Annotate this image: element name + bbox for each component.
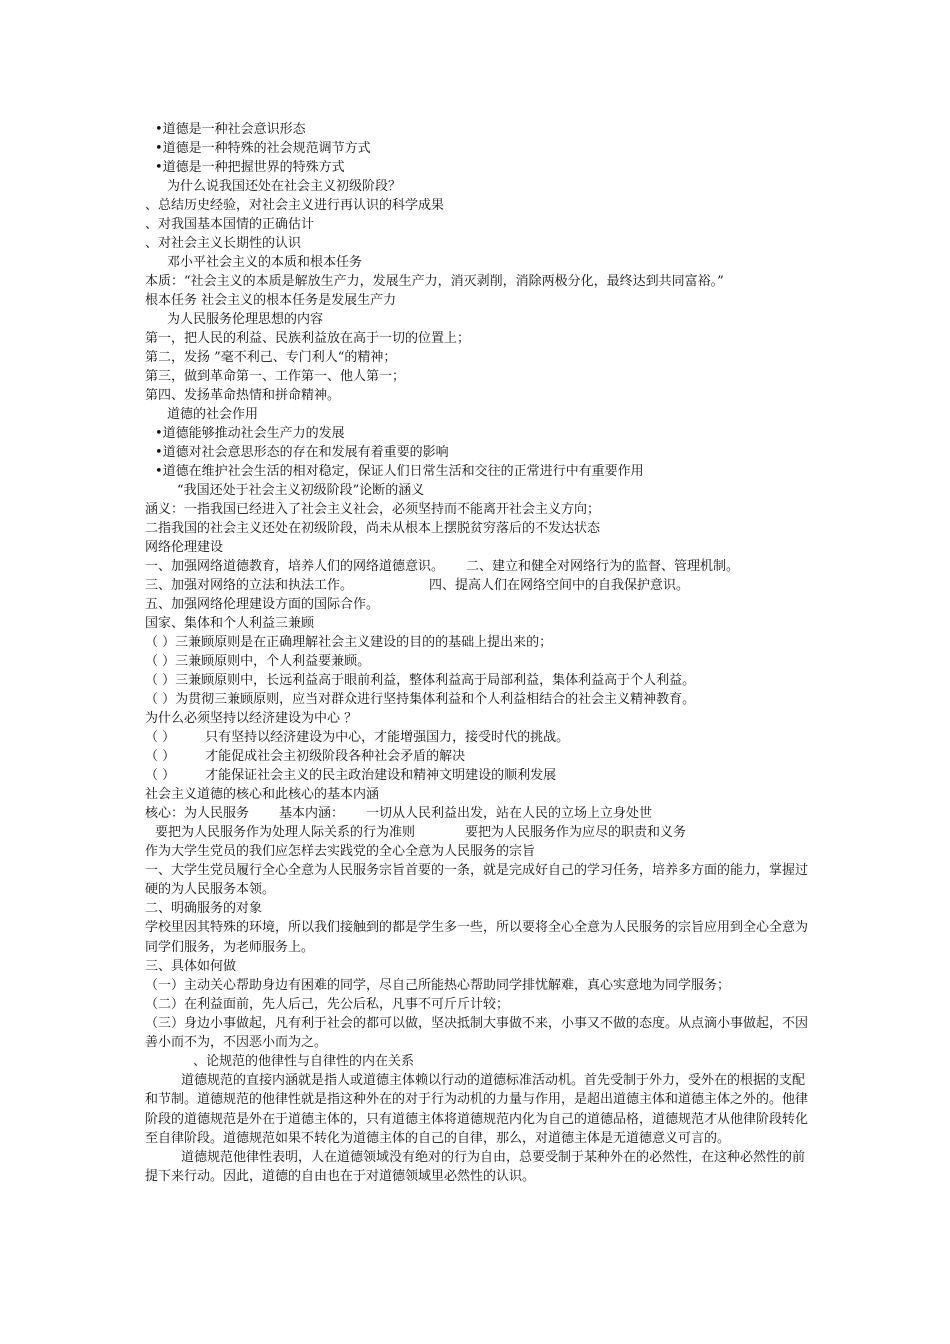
- section-heading: 道德的社会作用: [167, 407, 259, 422]
- paragraph: 道德规范他律性表明，人在道德领域没有绝对的行为自由，总要受制于某种外在的必然性，在这种必然性的前提下来行动。因此，道德的自由也在于对道德领域里必然性的认识。: [145, 1150, 806, 1185]
- section-heading: 、论规范的他律性与自律性的内在关系: [193, 1054, 415, 1070]
- paragraph-line: 本质：“社会主义的本质是解放生产力，发展生产力，消灭剥削，消除两极分化，最终达到共同富裕。”: [145, 274, 724, 289]
- section-heading: 二、明确服务的对象: [145, 901, 263, 917]
- list-row: [145, 766, 813, 785]
- list-item: （一）主动关心帮助身边有困难的同学，尽自己所能热心帮助同学排忧解难，真心实意地为同学服务；: [145, 977, 731, 993]
- meaning-text: 一切从人民利益出发，站在人民的立场上立身处世: [366, 806, 653, 821]
- list-marker: （ ）: [145, 768, 176, 783]
- section-heading: 作为大学生党员的我们应怎样去实践党的全心全意为人民服务的宗旨: [145, 844, 536, 859]
- list-item: （ ）三兼顾原则中，长远利益高于眼前利益，整体利益高于局部利益，集体利益高于个人利益。: [145, 673, 696, 688]
- list-row: [145, 804, 813, 823]
- section-heading: 为人民服务伦理思想的内容: [167, 312, 324, 327]
- list-item: 、对我国基本国情的正确估计: [145, 217, 315, 232]
- bullet-item: •道德能够推动社会生产力的发展: [155, 426, 345, 441]
- meaning-label: 基本内涵：: [279, 806, 345, 821]
- bullet-item: •道德是一种社会意识形态: [155, 122, 306, 137]
- section-heading: 邓小平社会主义的本质和根本任务: [167, 255, 363, 270]
- document-body: [145, 120, 813, 1186]
- section-heading: 三、具体如何做: [145, 958, 237, 974]
- paragraph-line: 二指我国的社会主义还处在初级阶段，尚未从根本上摆脱贫穷落后的不发达状态: [145, 521, 601, 536]
- bullet-item: •道德是一种把握世界的特殊方式: [155, 160, 345, 175]
- list-item: 三、加强对网络的立法和执法工作。: [145, 578, 354, 593]
- list-item: 四、提高人们在网络空间中的自我保护意识。: [429, 578, 690, 593]
- section-heading: 网络伦理建设: [145, 540, 224, 555]
- bullet-item: •道德在维护社会生活的相对稳定，保证人们日常生活和交往的正常进行中有重要作用: [155, 464, 644, 479]
- paragraph: （三）身边小事做起，凡有利于社会的都可以做，坚决抵制大事做不来，小事又不做的态度。从点滴小事做起，不因善小而不为，不因恶小而为之。: [145, 1015, 809, 1051]
- list-item: 、总结历史经验，对社会主义进行再认识的科学成果: [145, 198, 445, 213]
- list-item: 第三，做到革命第一、工作第一、他人第一；: [145, 369, 406, 384]
- section-heading: 为什么必须坚持以经济建设为中心 ？: [145, 711, 358, 726]
- list-row: [145, 823, 813, 842]
- list-marker: （ ）: [145, 730, 176, 745]
- list-item: 一、加强网络道德教育，培养人们的网络道德意识。: [145, 559, 445, 574]
- paragraph: 道德规范的直接内涵就是指人或道德主体赖以行动的道德标准活动机。首先受制于外力，受外在的根据的支配和节制。道德规范的他律性就是指这种外在的对于行为动机的力量与作用，是超出道德主体和道德主体之外的。他律阶段的道德规范是外在于道德主体的，只有道德主体将道德规范内化为自己的道德品格，道德规范才从他律阶段转化至自律阶段。道德规范如果不转化为道德主体的自己的自律，那么，对道德主体是无道德意义可言的。: [145, 1073, 809, 1146]
- list-item: 第二，发扬 ”毫不利己、专门利人“的精神；: [145, 350, 397, 365]
- bullet-item: •道德是一种特殊的社会规范调节方式: [155, 141, 371, 156]
- list-row: [145, 557, 813, 576]
- section-heading: 为什么说我国还处在社会主义初级阶段？: [167, 179, 402, 194]
- list-item: （ ）三兼顾原则中，个人利益要兼顾。: [145, 654, 371, 669]
- list-item: 要把为人民服务作为应尽的职责和义务: [465, 825, 687, 840]
- list-item: 才能促成社会主初级阶段各种社会矛盾的解决: [205, 749, 466, 764]
- paragraph: 一、大学生党员履行全心全意为人民服务宗旨首要的一条，就是完成好自己的学习任务，培养多方面的能力，掌握过硬的为人民服务本领。: [145, 863, 809, 898]
- paragraph-line: 根本任务 社会主义的根本任务是发展生产力: [145, 293, 397, 308]
- list-item: 才能保证社会主义的民主政治建设和精神文明建设的顺利发展: [205, 768, 557, 783]
- list-row: [145, 747, 813, 766]
- list-item: （ ）三兼顾原则是在正确理解社会主义建设的目的的基础上提出来的；: [145, 635, 553, 650]
- core-label: 核心：为人民服务: [145, 806, 250, 821]
- list-item: 第四、发扬革命热情和拼命精神。: [145, 388, 341, 403]
- section-heading: 国家、集体和个人利益三兼顾: [145, 616, 315, 631]
- section-heading: “我国还处于社会主义初级阶段”论断的涵义: [177, 483, 425, 498]
- list-item: 只有坚持以经济建设为中心，才能增强国力，接受时代的挑战。: [205, 730, 570, 745]
- list-item: 五、加强网络伦理建设方面的国际合作。: [145, 597, 380, 612]
- list-item: （ ）为贯彻三兼顾原则，应当对群众进行坚持集体利益和个人利益相结合的社会主义精神教育。: [145, 692, 696, 707]
- list-item: 、对社会主义长期性的认识: [145, 236, 302, 251]
- list-row: [145, 728, 813, 747]
- list-item: （二）在利益面前，先人后己，先公后私，凡事不可斤斤计较；: [145, 996, 510, 1012]
- paragraph: 学校里因其特殊的环境，所以我们接触到的都是学生多一些，所以要将全心全意为人民服务的宗旨应用到全心全意为同学们服务，为老师服务上。: [145, 920, 809, 955]
- list-item: 要把为人民服务作为处理人际关系的行为准则: [155, 825, 416, 840]
- section-heading: 社会主义道德的核心和此核心的基本内涵: [145, 787, 380, 802]
- list-row: [145, 576, 813, 595]
- bullet-item: •道德对社会意思形态的存在和发展有着重要的影响: [155, 445, 449, 460]
- list-item: 第一，把人民的利益、民族利益放在高于一切的位置上；: [145, 331, 471, 346]
- list-marker: （ ）: [145, 749, 176, 764]
- list-item: 二、建立和健全对网络行为的监督、管理机制。: [466, 559, 740, 574]
- paragraph-line: 涵义：一指我国已经进入了社会主义社会，必须坚持而不能离开社会主义方向；: [145, 502, 601, 517]
